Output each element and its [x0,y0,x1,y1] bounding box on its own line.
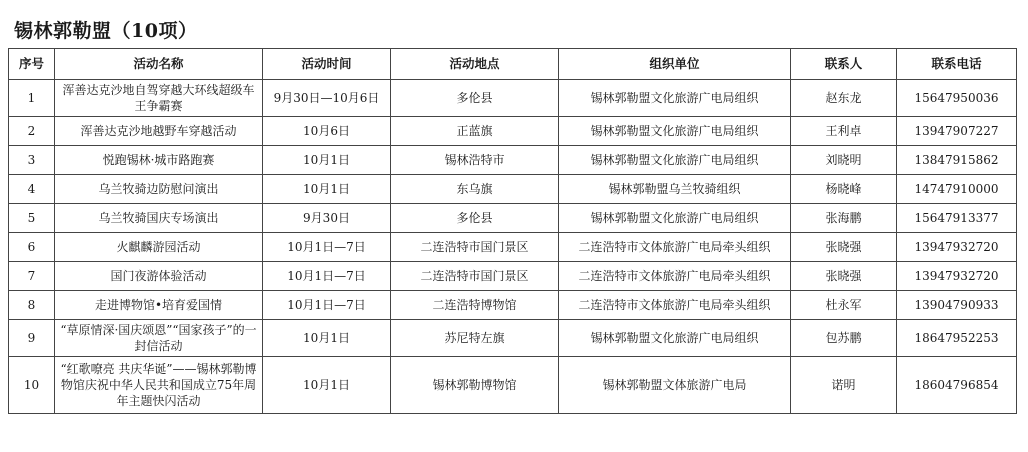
cell-name: 乌兰牧骑国庆专场演出 [55,204,263,233]
cell-name: 国门夜游体验活动 [55,262,263,291]
header-contact: 联系人 [791,49,897,80]
cell-no: 2 [9,117,55,146]
header-time: 活动时间 [263,49,391,80]
table-row [9,80,1017,117]
cell-name: “红歌嘹亮 共庆华诞”——锡林郭勒博物馆庆祝中华人民共和国成立75年周年主题快闪活动 [55,357,263,414]
cell-time: 10月1日—7日 [263,233,391,262]
cell-phone: 15647913377 [897,204,1017,233]
header-no: 序号 [9,49,55,80]
cell-place: 东乌旗 [391,175,559,204]
cell-phone: 18604796854 [897,357,1017,414]
cell-phone: 13847915862 [897,146,1017,175]
cell-name: 浑善达克沙地越野车穿越活动 [55,117,263,146]
cell-contact: 诺明 [791,357,897,414]
cell-place: 多伦县 [391,204,559,233]
cell-org: 锡林郭勒盟文化旅游广电局组织 [559,204,791,233]
cell-place: 正蓝旗 [391,117,559,146]
cell-contact: 张晓强 [791,233,897,262]
cell-org: 锡林郭勒盟文化旅游广电局组织 [559,80,791,117]
cell-place: 二连浩特市国门景区 [391,233,559,262]
table-row [9,291,1017,320]
cell-time: 10月1日 [263,320,391,357]
table-row [9,175,1017,204]
table-row [9,117,1017,146]
table-row [9,204,1017,233]
cell-time: 10月1日 [263,146,391,175]
cell-contact: 赵东龙 [791,80,897,117]
cell-org: 二连浩特市文体旅游广电局牵头组织 [559,233,791,262]
cell-org: 锡林郭勒盟文化旅游广电局组织 [559,117,791,146]
cell-name: 悦跑锡林·城市路跑赛 [55,146,263,175]
cell-time: 9月30日 [263,204,391,233]
cell-org: 锡林郭勒盟文化旅游广电局组织 [559,146,791,175]
cell-no: 5 [9,204,55,233]
cell-time: 10月1日 [263,175,391,204]
cell-contact: 刘晓明 [791,146,897,175]
cell-time: 9月30日—10月6日 [263,80,391,117]
cell-no: 1 [9,80,55,117]
cell-org: 锡林郭勒盟文化旅游广电局组织 [559,320,791,357]
cell-phone: 13947932720 [897,233,1017,262]
cell-time: 10月1日 [263,357,391,414]
cell-contact: 包苏鹏 [791,320,897,357]
table-row [9,233,1017,262]
header-row [9,49,1017,80]
cell-phone: 15647950036 [897,80,1017,117]
cell-no: 9 [9,320,55,357]
table-row [9,320,1017,357]
cell-name: 乌兰牧骑边防慰问演出 [55,175,263,204]
cell-contact: 杨晓峰 [791,175,897,204]
cell-no: 8 [9,291,55,320]
cell-phone: 13947932720 [897,262,1017,291]
cell-no: 3 [9,146,55,175]
cell-place: 锡林郭勒博物馆 [391,357,559,414]
cell-name: 火麒麟游园活动 [55,233,263,262]
cell-time: 10月1日—7日 [263,291,391,320]
table-row [9,262,1017,291]
cell-org: 锡林郭勒盟文体旅游广电局 [559,357,791,414]
cell-name: 浑善达克沙地自驾穿越大环线超级车王争霸赛 [55,80,263,117]
cell-time: 10月6日 [263,117,391,146]
cell-place: 苏尼特左旗 [391,320,559,357]
cell-phone: 13947907227 [897,117,1017,146]
cell-no: 6 [9,233,55,262]
header-org: 组织单位 [559,49,791,80]
cell-contact: 王利卓 [791,117,897,146]
cell-contact: 杜永军 [791,291,897,320]
page-title: 锡林郭勒盟（10项） [14,20,198,42]
cell-org: 二连浩特市文体旅游广电局牵头组织 [559,262,791,291]
cell-phone: 14747910000 [897,175,1017,204]
cell-org: 锡林郭勒盟乌兰牧骑组织 [559,175,791,204]
cell-time: 10月1日—7日 [263,262,391,291]
cell-org: 二连浩特市文体旅游广电局牵头组织 [559,291,791,320]
header-name: 活动名称 [55,49,263,80]
cell-place: 锡林浩特市 [391,146,559,175]
cell-no: 7 [9,262,55,291]
table-row [9,357,1017,414]
cell-no: 10 [9,357,55,414]
table-row [9,146,1017,175]
cell-place: 二连浩特市国门景区 [391,262,559,291]
cell-contact: 张海鹏 [791,204,897,233]
cell-name: 走进博物馆•培育爱国情 [55,291,263,320]
cell-name: “草原情深·国庆颂恩”“国家孩子”的一封信活动 [55,320,263,357]
cell-contact: 张晓强 [791,262,897,291]
events-table [8,48,1017,414]
cell-place: 多伦县 [391,80,559,117]
cell-place: 二连浩特博物馆 [391,291,559,320]
cell-phone: 13904790933 [897,291,1017,320]
cell-no: 4 [9,175,55,204]
header-place: 活动地点 [391,49,559,80]
cell-phone: 18647952253 [897,320,1017,357]
header-phone: 联系电话 [897,49,1017,80]
